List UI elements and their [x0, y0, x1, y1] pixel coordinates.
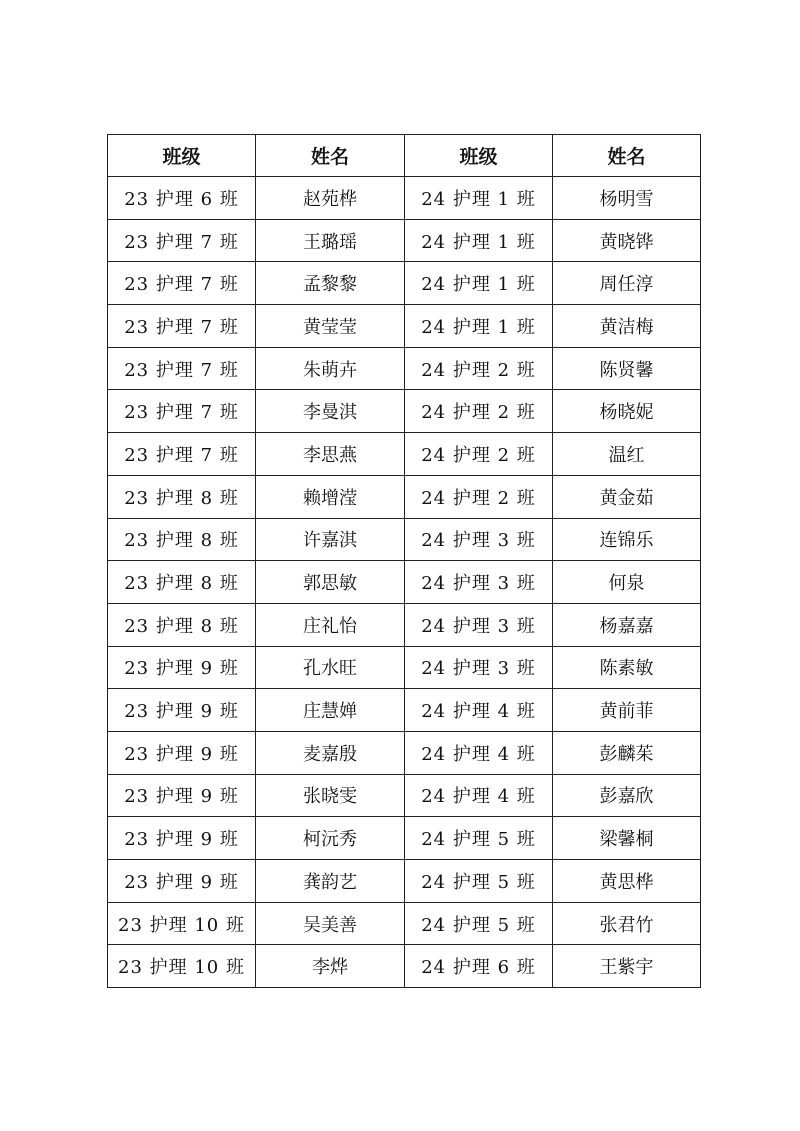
table-row	[108, 262, 701, 305]
class-right-cell: 24 护理 6 班	[405, 945, 553, 988]
class-right-cell: 24 护理 2 班	[405, 347, 553, 390]
class-left-cell: 23 护理 10 班	[108, 945, 256, 988]
table-row	[108, 731, 701, 774]
table-row	[108, 475, 701, 518]
table-row	[108, 433, 701, 476]
name-right-cell: 陈贤馨	[553, 347, 701, 390]
class-right-cell: 24 护理 5 班	[405, 860, 553, 903]
name-right-cell: 黄晓铧	[553, 219, 701, 262]
class-left-cell: 23 护理 7 班	[108, 390, 256, 433]
class-left-cell: 23 护理 7 班	[108, 305, 256, 348]
name-right-cell: 陈素敏	[553, 646, 701, 689]
class-right-cell: 24 护理 4 班	[405, 689, 553, 732]
class-right-cell: 24 护理 2 班	[405, 433, 553, 476]
class-right-cell: 24 护理 1 班	[405, 219, 553, 262]
table-row	[108, 603, 701, 646]
name-left-cell: 王璐瑶	[256, 219, 405, 262]
name-left-cell: 张晓雯	[256, 774, 405, 817]
table-row	[108, 177, 701, 220]
table-header-row	[108, 135, 701, 177]
table-row	[108, 305, 701, 348]
class-left-cell: 23 护理 9 班	[108, 731, 256, 774]
table-row	[108, 561, 701, 604]
name-right-cell: 彭嘉欣	[553, 774, 701, 817]
name-left-cell: 龚韵艺	[256, 860, 405, 903]
table-body	[108, 177, 701, 988]
name-left-cell: 李曼淇	[256, 390, 405, 433]
table-row	[108, 902, 701, 945]
class-right-cell: 24 护理 1 班	[405, 305, 553, 348]
table-row	[108, 219, 701, 262]
name-left-cell: 柯沅秀	[256, 817, 405, 860]
name-right-cell: 周任淳	[553, 262, 701, 305]
name-right-cell: 张君竹	[553, 902, 701, 945]
name-left-cell: 孟黎黎	[256, 262, 405, 305]
table-row	[108, 774, 701, 817]
class-right-cell: 24 护理 5 班	[405, 902, 553, 945]
header-class-left: 班级	[108, 135, 256, 177]
class-left-cell: 23 护理 9 班	[108, 646, 256, 689]
table-row	[108, 518, 701, 561]
table-row	[108, 817, 701, 860]
header-name-right: 姓名	[553, 135, 701, 177]
class-left-cell: 23 护理 8 班	[108, 561, 256, 604]
name-left-cell: 吴美善	[256, 902, 405, 945]
name-left-cell: 庄慧婵	[256, 689, 405, 732]
class-right-cell: 24 护理 1 班	[405, 262, 553, 305]
name-right-cell: 黄前菲	[553, 689, 701, 732]
class-left-cell: 23 护理 7 班	[108, 219, 256, 262]
name-left-cell: 赵苑桦	[256, 177, 405, 220]
class-left-cell: 23 护理 7 班	[108, 262, 256, 305]
name-left-cell: 郭思敏	[256, 561, 405, 604]
class-left-cell: 23 护理 9 班	[108, 689, 256, 732]
class-right-cell: 24 护理 2 班	[405, 475, 553, 518]
name-right-cell: 何泉	[553, 561, 701, 604]
name-right-cell: 彭麟茱	[553, 731, 701, 774]
name-left-cell: 李思燕	[256, 433, 405, 476]
name-left-cell: 孔水旺	[256, 646, 405, 689]
header-class-right: 班级	[405, 135, 553, 177]
class-left-cell: 23 护理 8 班	[108, 475, 256, 518]
name-left-cell: 赖增滢	[256, 475, 405, 518]
class-left-cell: 23 护理 10 班	[108, 902, 256, 945]
name-right-cell: 杨嘉嘉	[553, 603, 701, 646]
table-row	[108, 689, 701, 732]
class-right-cell: 24 护理 4 班	[405, 731, 553, 774]
name-left-cell: 李烨	[256, 945, 405, 988]
table-row	[108, 860, 701, 903]
class-right-cell: 24 护理 5 班	[405, 817, 553, 860]
class-right-cell: 24 护理 3 班	[405, 518, 553, 561]
name-left-cell: 朱萌卉	[256, 347, 405, 390]
class-right-cell: 24 护理 2 班	[405, 390, 553, 433]
class-right-cell: 24 护理 3 班	[405, 561, 553, 604]
class-right-cell: 24 护理 1 班	[405, 177, 553, 220]
table-row	[108, 347, 701, 390]
class-right-cell: 24 护理 4 班	[405, 774, 553, 817]
name-right-cell: 黄思桦	[553, 860, 701, 903]
name-right-cell: 连锦乐	[553, 518, 701, 561]
class-right-cell: 24 护理 3 班	[405, 603, 553, 646]
class-left-cell: 23 护理 9 班	[108, 774, 256, 817]
class-left-cell: 23 护理 9 班	[108, 817, 256, 860]
class-left-cell: 23 护理 8 班	[108, 518, 256, 561]
class-left-cell: 23 护理 9 班	[108, 860, 256, 903]
table-row	[108, 646, 701, 689]
header-name-left: 姓名	[256, 135, 405, 177]
class-left-cell: 23 护理 7 班	[108, 433, 256, 476]
table-row	[108, 945, 701, 988]
student-roster-table	[107, 134, 701, 988]
name-left-cell: 庄礼怡	[256, 603, 405, 646]
class-left-cell: 23 护理 8 班	[108, 603, 256, 646]
name-right-cell: 王紫宇	[553, 945, 701, 988]
name-right-cell: 杨晓妮	[553, 390, 701, 433]
name-left-cell: 麦嘉殷	[256, 731, 405, 774]
class-right-cell: 24 护理 3 班	[405, 646, 553, 689]
name-right-cell: 黄金茹	[553, 475, 701, 518]
name-right-cell: 温红	[553, 433, 701, 476]
name-right-cell: 梁馨桐	[553, 817, 701, 860]
name-right-cell: 杨明雪	[553, 177, 701, 220]
class-left-cell: 23 护理 7 班	[108, 347, 256, 390]
table-row	[108, 390, 701, 433]
name-left-cell: 黄莹莹	[256, 305, 405, 348]
class-left-cell: 23 护理 6 班	[108, 177, 256, 220]
name-right-cell: 黄洁梅	[553, 305, 701, 348]
name-left-cell: 许嘉淇	[256, 518, 405, 561]
